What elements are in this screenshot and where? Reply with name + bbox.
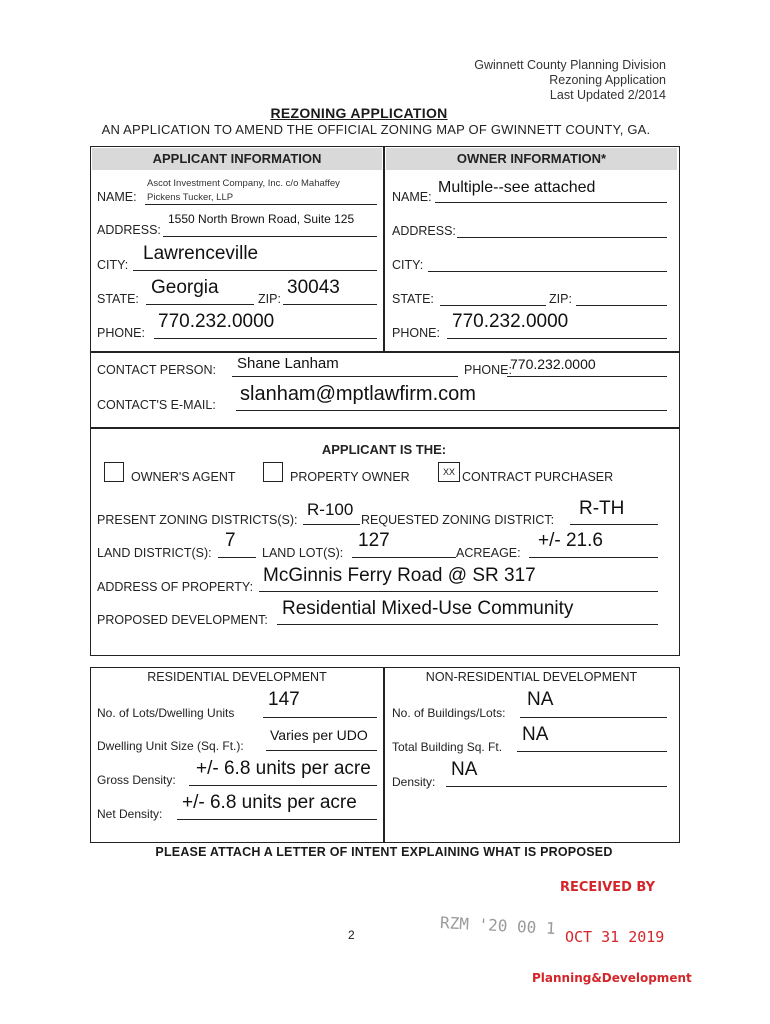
applicant-name-line2[interactable]: Pickens Tucker, LLP [147, 192, 234, 203]
page-number: 2 [348, 928, 355, 942]
residential-title: RESIDENTIAL DEVELOPMENT [147, 670, 327, 684]
contact-phone-label: PHONE: [464, 363, 512, 377]
applicant-address-label: ADDRESS: [97, 223, 161, 237]
nonresidential-title: NON-RESIDENTIAL DEVELOPMENT [425, 670, 638, 684]
lots-value[interactable]: 147 [268, 689, 300, 710]
unit-size-value[interactable]: Varies per UDO [270, 727, 368, 743]
contact-email-value[interactable]: slanham@mptlawfirm.com [240, 383, 476, 405]
development-box [90, 667, 680, 843]
property-owner-checkbox[interactable] [263, 462, 283, 482]
owner-address-underline[interactable] [457, 237, 667, 238]
net-density-label: Net Density: [97, 807, 163, 821]
rzm-stamp: RZM '20 00 1 [439, 912, 557, 939]
acreage-label: ACREAGE: [456, 546, 521, 560]
acreage-underline [529, 557, 658, 558]
applicant-city-label: CITY: [97, 258, 129, 272]
property-address-value[interactable]: McGinnis Ferry Road @ SR 317 [263, 565, 536, 586]
net-density-underline [177, 819, 377, 820]
owner-section-title: OWNER INFORMATION* [456, 151, 607, 166]
applicant-zip-underline [283, 304, 377, 305]
buildings-underline [520, 717, 667, 718]
land-district-label: LAND DISTRICT(S): [97, 546, 212, 560]
property-address-label: ADDRESS OF PROPERTY: [97, 580, 254, 594]
applicant-state-label: STATE: [97, 292, 139, 306]
applicant-city-underline [133, 270, 377, 271]
column-divider [383, 147, 385, 352]
applicant-name-label: NAME: [97, 190, 137, 204]
applicant-city-value[interactable]: Lawrenceville [143, 243, 259, 264]
owner-name-value[interactable]: Multiple--see attached [438, 179, 596, 196]
date-stamp: OCT 31 2019 [565, 928, 665, 946]
property-address-underline [259, 591, 658, 592]
header-line-3: Last Updated 2/2014 [549, 88, 666, 102]
contact-phone-value[interactable]: 770.232.0000 [510, 356, 596, 372]
applicant-state-value[interactable]: Georgia [151, 277, 219, 298]
applicant-address-value[interactable]: 1550 North Brown Road, Suite 125 [168, 212, 355, 226]
net-density-value[interactable]: +/- 6.8 units per acre [182, 792, 357, 813]
proposed-development-label: PROPOSED DEVELOPMENT: [97, 613, 268, 627]
land-district-value[interactable]: 7 [225, 530, 236, 551]
land-district-underline [218, 557, 256, 558]
applicant-phone-underline [154, 338, 377, 339]
owner-zip-underline[interactable] [576, 305, 667, 306]
contact-person-underline [232, 376, 458, 377]
proposed-development-underline [277, 624, 658, 625]
page-subtitle: AN APPLICATION TO AMEND THE OFFICIAL ZONING MAP OF GWINNETT COUNTY, GA. [101, 122, 651, 137]
applicant-phone-label: PHONE: [97, 326, 145, 340]
present-zoning-label: PRESENT ZONING DISTRICTS(S): [97, 513, 298, 527]
applicant-name-underline [145, 204, 377, 205]
planning-dept-stamp: Planning&Development [532, 971, 692, 985]
building-sqft-underline [517, 751, 667, 752]
gross-density-value[interactable]: +/- 6.8 units per acre [196, 758, 371, 779]
owners-agent-label: OWNER'S AGENT [131, 470, 236, 484]
header-line-1: Gwinnett County Planning Division [474, 58, 666, 72]
contact-email-underline [236, 410, 667, 411]
applicant-state-underline [146, 304, 254, 305]
applicant-is-title: APPLICANT IS THE: [321, 442, 447, 457]
owner-name-label: NAME: [392, 190, 432, 204]
present-zoning-underline [303, 524, 360, 525]
land-lot-value[interactable]: 127 [358, 530, 390, 551]
contact-phone-underline [507, 376, 667, 377]
owner-state-label: STATE: [392, 292, 434, 306]
contract-purchaser-label: CONTRACT PURCHASER [462, 470, 614, 484]
requested-zoning-label: REQUESTED ZONING DISTRICT: [361, 513, 555, 527]
header-line-2: Rezoning Application [549, 73, 666, 87]
requested-zoning-underline [570, 524, 658, 525]
owner-name-underline [435, 202, 667, 203]
page-title: REZONING APPLICATION [270, 105, 448, 121]
unit-size-label: Dwelling Unit Size (Sq. Ft.): [97, 739, 244, 753]
owner-phone-label: PHONE: [392, 326, 440, 340]
development-divider [383, 668, 385, 842]
nonres-density-value[interactable]: NA [451, 759, 478, 780]
buildings-value[interactable]: NA [527, 689, 554, 710]
contract-purchaser-checkbox[interactable]: XX [438, 462, 460, 482]
contact-person-value[interactable]: Shane Lanham [237, 355, 339, 372]
owner-city-underline[interactable] [428, 271, 667, 272]
applicant-section-title: APPLICANT INFORMATION [152, 151, 322, 166]
present-zoning-value[interactable]: R-100 [307, 500, 354, 519]
proposed-development-value[interactable]: Residential Mixed-Use Community [282, 598, 574, 619]
buildings-label: No. of Buildings/Lots: [392, 706, 506, 720]
owner-zip-label: ZIP: [549, 292, 572, 306]
received-stamp: RECEIVED BY [560, 880, 656, 895]
owner-phone-underline [447, 338, 667, 339]
land-lot-underline [352, 557, 456, 558]
owner-phone-value[interactable]: 770.232.0000 [452, 311, 569, 332]
lots-underline [263, 717, 377, 718]
building-sqft-value[interactable]: NA [522, 724, 549, 745]
nonres-density-underline [446, 786, 667, 787]
nonres-density-label: Density: [392, 775, 436, 789]
unit-size-underline [266, 750, 377, 751]
owners-agent-checkbox[interactable] [104, 462, 124, 482]
property-owner-label: PROPERTY OWNER [290, 470, 410, 484]
applicant-zip-value[interactable]: 30043 [287, 277, 340, 298]
contact-email-label: CONTACT'S E-MAIL: [97, 398, 216, 412]
applicant-name-line1[interactable]: Ascot Investment Company, Inc. c/o Mahaffey [147, 178, 340, 189]
acreage-value[interactable]: +/- 21.6 [538, 530, 603, 551]
land-lot-label: LAND LOT(S): [262, 546, 344, 560]
gross-density-underline [189, 785, 377, 786]
applicant-address-underline [163, 236, 377, 237]
owner-state-underline[interactable] [440, 305, 546, 306]
owner-address-label: ADDRESS: [392, 224, 456, 238]
requested-zoning-value[interactable]: R-TH [579, 498, 625, 519]
division-header [474, 58, 666, 103]
applicant-phone-value[interactable]: 770.232.0000 [158, 311, 275, 332]
owner-city-label: CITY: [392, 258, 424, 272]
contact-person-label: CONTACT PERSON: [97, 363, 216, 377]
building-sqft-label: Total Building Sq. Ft. [392, 740, 503, 754]
letter-of-intent-note: PLEASE ATTACH A LETTER OF INTENT EXPLAINING WHAT IS PROPOSED [155, 845, 613, 859]
applicant-zip-label: ZIP: [258, 292, 281, 306]
lots-label: No. of Lots/Dwelling Units [97, 706, 235, 720]
gross-density-label: Gross Density: [97, 773, 176, 787]
